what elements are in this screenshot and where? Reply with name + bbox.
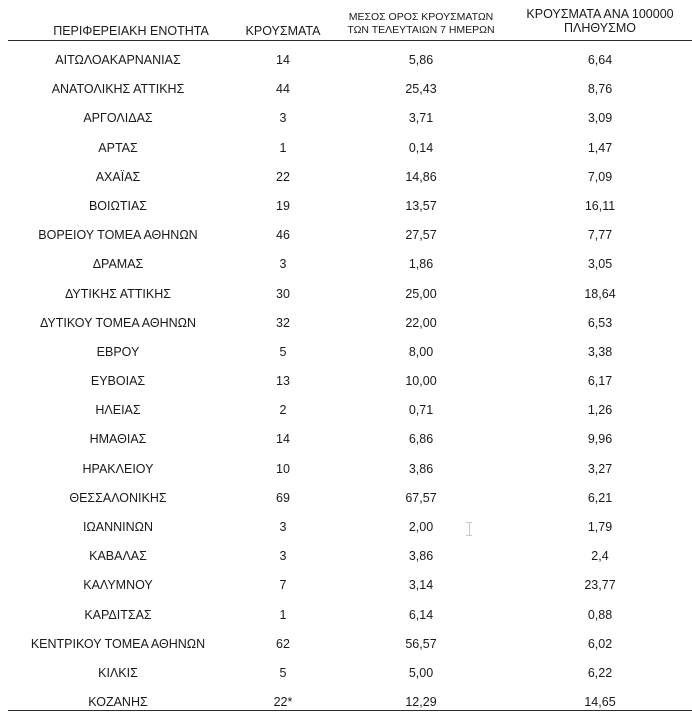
region-cell: ΒΟΡΕΙΟΥ ΤΟΜΕΑ ΑΘΗΝΩΝ: [38, 228, 198, 243]
per100k-cell: 23,77: [584, 578, 616, 593]
cases-cell: 13: [276, 374, 290, 389]
table-row: [0, 455, 692, 484]
region-cell: ΚΟΖΑΝΗΣ: [88, 695, 148, 710]
table-row: [0, 134, 692, 163]
cases-cell: 3: [279, 111, 287, 126]
table-row: [0, 484, 692, 513]
per100k-cell: 3,09: [587, 111, 613, 126]
cases-cell: 46: [276, 228, 290, 243]
avg-cell: 6,14: [408, 607, 434, 622]
per100k-cell: 6,22: [587, 665, 613, 680]
avg-cell: 25,43: [405, 82, 437, 97]
cases-cell: 7: [279, 578, 287, 593]
table-header: [0, 0, 692, 41]
per100k-cell: 7,77: [587, 228, 613, 243]
table-row: [0, 367, 692, 396]
per100k-cell: 16,11: [584, 198, 616, 213]
header-avg-line2: ΤΩΝ ΤΕΛΕΥΤΑΙΩΝ 7 ΗΜΕΡΩΝ: [347, 24, 495, 36]
table-row: [0, 46, 692, 75]
region-cell: ΒΟΙΩΤΙΑΣ: [88, 198, 148, 213]
table-body: [0, 46, 692, 717]
per100k-cell: 6,21: [587, 490, 613, 505]
avg-cell: 13,57: [405, 198, 437, 213]
region-cell: ΚΑΛΥΜΝΟΥ: [83, 578, 153, 593]
header-divider: [8, 40, 692, 41]
table-row: [0, 163, 692, 192]
cases-cell: 44: [276, 82, 290, 97]
header-region-label: ΠΕΡΙΦΕΡΕΙΑΚΗ ΕΝΟΤΗΤΑ: [53, 24, 209, 38]
table-row: [0, 630, 692, 659]
table-row: [0, 571, 692, 600]
header-avg: [335, 11, 507, 37]
avg-cell: 27,57: [405, 228, 437, 243]
per100k-cell: 8,76: [587, 82, 613, 97]
avg-cell: 8,00: [408, 344, 434, 359]
table-row: [0, 309, 692, 338]
region-cell: ΚΑΡΔΙΤΣΑΣ: [84, 607, 152, 622]
per100k-cell: 9,96: [587, 432, 613, 447]
cases-cell: 2: [279, 403, 287, 418]
cases-cell: 5: [279, 344, 287, 359]
cases-cell: 3: [279, 520, 287, 534]
per100k-cell: 1,79: [587, 520, 613, 534]
per100k-cell: 7,09: [587, 169, 613, 184]
per100k-cell: 0,88: [587, 607, 613, 622]
region-cell: ΑΡΤΑΣ: [98, 140, 138, 155]
avg-cell: 0,14: [408, 140, 434, 155]
cases-cell: 69: [276, 490, 290, 505]
region-cell: ΑΧΑΪΑΣ: [95, 169, 141, 184]
region-cell: ΑΝΑΤΟΛΙΚΗΣ ΑΤΤΙΚΗΣ: [51, 82, 185, 97]
avg-cell: 5,86: [408, 53, 434, 67]
avg-cell: 67,57: [405, 490, 437, 505]
header-per100k-line2: ΠΛΗΘΥΣΜΟ: [564, 21, 636, 35]
cases-cell: 3: [279, 257, 287, 272]
table-row: [0, 104, 692, 133]
region-cell: ΚΙΛΚΙΣ: [98, 665, 138, 680]
per100k-cell: 3,05: [587, 257, 613, 272]
table-row: [0, 688, 692, 717]
cases-cell: 1: [279, 140, 287, 155]
region-cell: ΔΥΤΙΚΗΣ ΑΤΤΙΚΗΣ: [65, 286, 171, 301]
table-row: [0, 425, 692, 454]
region-cell: ΗΛΕΙΑΣ: [95, 403, 141, 418]
header-avg-line1: ΜΕΣΟΣ ΟΡΟΣ ΚΡΟΥΣΜΑΤΩΝ: [348, 11, 494, 23]
header-region: [0, 24, 262, 38]
cases-cell: 5: [279, 665, 287, 680]
cases-cell: 14: [276, 53, 290, 67]
table-row: [0, 221, 692, 250]
avg-cell: 12,29: [405, 695, 437, 710]
per100k-cell: 18,64: [584, 286, 616, 301]
table-row: [0, 280, 692, 309]
table-row: [0, 542, 692, 571]
avg-cell: 1,86: [408, 257, 434, 272]
cases-cell: 32: [276, 315, 290, 330]
table-bottom-divider: [8, 710, 692, 711]
header-cases-label: ΚΡΟΥΣΜΑΤΑ: [245, 24, 321, 38]
cases-cell: 22: [276, 169, 290, 184]
per100k-cell: 6,02: [587, 636, 613, 651]
per100k-cell: 1,26: [587, 403, 613, 418]
table-row: [0, 75, 692, 104]
avg-cell: 22,00: [405, 315, 437, 330]
avg-cell: 0,71: [408, 403, 434, 418]
avg-cell: 25,00: [405, 286, 437, 301]
region-cell: ΗΜΑΘΙΑΣ: [89, 432, 147, 447]
avg-cell: 56,57: [405, 636, 437, 651]
region-cell: ΕΒΡΟΥ: [96, 344, 140, 359]
table-row: [0, 338, 692, 367]
header-cases: [233, 24, 333, 38]
avg-cell: 6,86: [408, 432, 434, 447]
table-row: [0, 659, 692, 688]
avg-cell: 3,86: [408, 549, 434, 564]
table-row: [0, 250, 692, 279]
text-cursor-icon: [466, 522, 472, 536]
per100k-cell: 3,38: [587, 344, 613, 359]
table-row: [0, 396, 692, 425]
avg-cell: 2,00: [408, 520, 434, 534]
per100k-cell: 2,4: [591, 549, 609, 564]
cases-cell: 3: [279, 549, 287, 564]
header-per100k: [505, 7, 692, 35]
region-cell: ΗΡΑΚΛΕΙΟΥ: [82, 461, 154, 476]
cases-cell: 19: [276, 198, 290, 213]
avg-cell: 3,14: [408, 578, 434, 593]
region-cell: ΚΕΝΤΡΙΚΟΥ ΤΟΜΕΑ ΑΘΗΝΩΝ: [30, 636, 206, 651]
cases-cell: 10: [276, 461, 290, 476]
cases-cell: 1: [279, 607, 287, 622]
region-cell: ΘΕΣΣΑΛΟΝΙΚΗΣ: [69, 490, 167, 505]
cases-cell: 30: [276, 286, 290, 301]
avg-cell: 5,00: [408, 665, 434, 680]
per100k-cell: 6,53: [587, 315, 613, 330]
region-cell: ΑΡΓΟΛΙΔΑΣ: [83, 111, 153, 126]
region-cell: ΕΥΒΟΙΑΣ: [90, 374, 146, 389]
region-cell: ΔΡΑΜΑΣ: [92, 257, 144, 272]
per100k-cell: 14,65: [584, 695, 616, 710]
header-per100k-line1: ΚΡΟΥΣΜΑΤΑ ΑΝΑ 100000: [526, 7, 674, 21]
region-cell: ΑΙΤΩΛΟΑΚΑΡΝΑΝΙΑΣ: [55, 53, 181, 67]
per100k-cell: 1,47: [587, 140, 613, 155]
table-row: [0, 513, 692, 542]
table-row: [0, 601, 692, 630]
table-row: [0, 192, 692, 221]
cases-cell: 62: [276, 636, 290, 651]
region-cell: ΔΥΤΙΚΟΥ ΤΟΜΕΑ ΑΘΗΝΩΝ: [39, 315, 197, 330]
avg-cell: 3,86: [408, 461, 434, 476]
per100k-cell: 6,64: [587, 53, 613, 67]
per100k-cell: 6,17: [587, 374, 613, 389]
region-cell: ΚΑΒΑΛΑΣ: [89, 549, 147, 564]
region-cell: ΙΩΑΝΝΙΝΩΝ: [82, 520, 154, 534]
cases-cell: 14: [276, 432, 290, 447]
avg-cell: 14,86: [405, 169, 437, 184]
per100k-cell: 3,27: [587, 461, 613, 476]
avg-cell: 3,71: [408, 111, 434, 126]
cases-cell: 22*: [273, 695, 293, 710]
avg-cell: 10,00: [405, 374, 437, 389]
